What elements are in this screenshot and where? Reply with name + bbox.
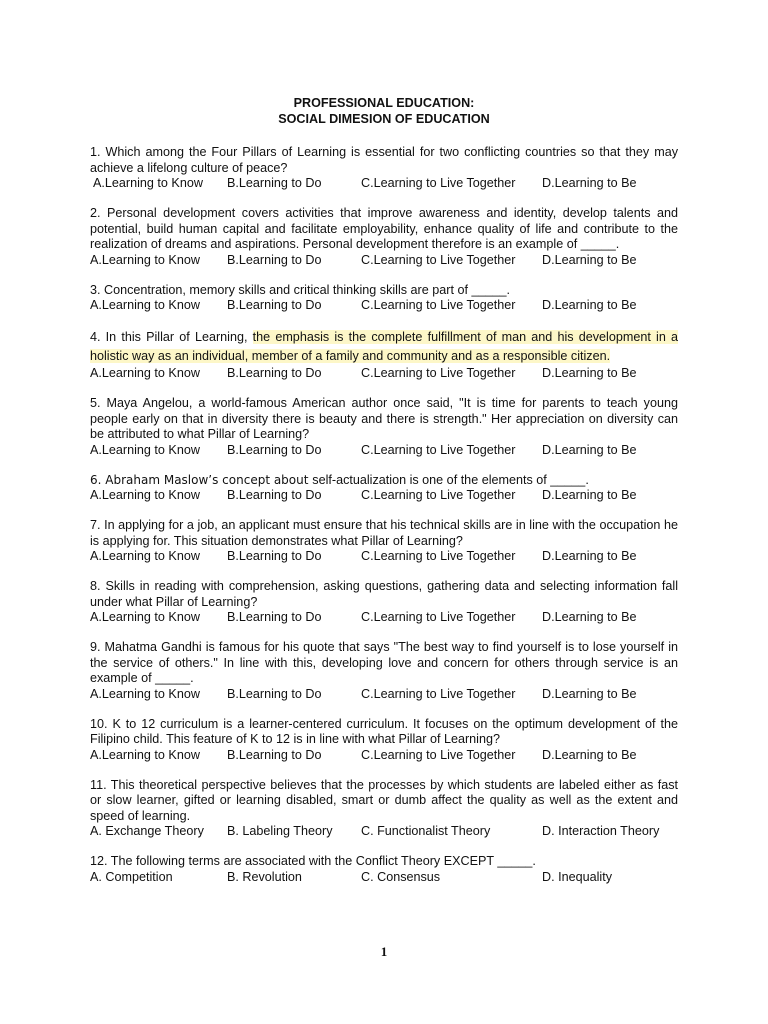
question-text: 9. Mahatma Gandhi is famous for his quote that says "The best way to find yourself is to lose yourself in the service of others." In line with this, developing love and concern for others through service is an example of _____. (90, 640, 678, 685)
answer-options (90, 488, 678, 504)
option-a: A.Learning to Know (90, 366, 200, 380)
question-text: 3. Concentration, memory skills and critical thinking skills are part of _____. (90, 282, 510, 297)
option-c: C.Learning to Live Together (361, 747, 516, 762)
option-c: C.Learning to Live Together (361, 488, 516, 502)
question-6 (90, 473, 678, 505)
title-line-2: SOCIAL DIMESION OF EDUCATION (278, 112, 490, 126)
option-d: D. Interaction Theory (542, 824, 660, 838)
option-c: C. Consensus (361, 869, 441, 884)
answer-options (90, 253, 678, 269)
question-4 (90, 328, 678, 382)
question-text: 1. Which among the Four Pillars of Learning is essential for two conflicting countries so that they may achieve a lifelong culture of peace? (90, 145, 678, 175)
document-title (90, 95, 678, 127)
option-a: A.Learning to Know (90, 610, 200, 624)
answer-options (90, 610, 678, 626)
option-d: D.Learning to Be (542, 176, 637, 190)
answer-options (90, 687, 678, 703)
answer-options (90, 443, 678, 459)
option-b: B.Learning to Do (227, 176, 322, 190)
answer-options (90, 366, 678, 382)
question-text (90, 328, 678, 366)
option-c: C.Learning to Live Together (361, 686, 516, 701)
option-a: A.Learning to Know (93, 176, 203, 190)
question-10 (90, 717, 678, 764)
option-c: C.Learning to Live Together (361, 549, 516, 563)
question-text: 7. In applying for a job, an applicant must ensure that his technical skills are in line with the occupation he is applying for. This situation demonstrates what Pillar of Learning? (90, 518, 678, 548)
option-c: C.Learning to Live Together (361, 366, 516, 380)
question-text: 8. Skills in reading with comprehension, asking questions, gathering data and selecting information fall under what Pillar of Learning? (90, 579, 678, 609)
question-2 (90, 206, 678, 269)
question-text (90, 473, 678, 489)
question-text: 10. K to 12 curriculum is a learner-centered curriculum. It focuses on the optimum development of the Filipino child. This feature of K to 12 is in line with what Pillar of Learning? (90, 716, 678, 746)
option-d: D.Learning to Be (542, 366, 637, 380)
option-c: C.Learning to Live Together (361, 610, 516, 624)
document-page (90, 95, 678, 886)
answer-options (90, 549, 678, 565)
question-12 (90, 854, 678, 886)
answer-options (90, 176, 678, 192)
option-a: A.Learning to Know (90, 442, 200, 457)
question-text: 2. Personal development covers activities that improve awareness and identity, develop talents and potential, build human capital and facilitate employability, enhance quality of life and contribute to the realization of dreams and aspirations. Personal development therefore is an example of _____. (90, 206, 678, 251)
question-text-prefix: 6. Abraham Maslow’s concept about (90, 472, 313, 487)
answer-options (90, 870, 678, 886)
option-c: C.Learning to Live Together (361, 252, 516, 267)
option-c: C. Functionalist Theory (361, 824, 491, 838)
highlighted-text: the emphasis is the complete fulfillment of man and his development in a holistic way as an individual, member of a family and community and as a responsible citizen. (90, 330, 679, 363)
question-text: 5. Maya Angelou, a world-famous American author once said, "It is time for parents to teach young people early on that in diversity there is beauty and there is strength." Her appreciation on diversity can be attributed to what Pillar of Learning? (90, 396, 678, 441)
option-b: B.Learning to Do (227, 686, 322, 701)
question-11 (90, 778, 678, 841)
option-b: B.Learning to Do (227, 366, 322, 380)
option-a: A.Learning to Know (90, 488, 200, 502)
option-b: B.Learning to Do (227, 252, 322, 267)
option-d: D.Learning to Be (542, 686, 637, 701)
option-a: A.Learning to Know (90, 298, 200, 312)
question-text: 11. This theoretical perspective believes that the processes by which students are labeled either as fast or slow learner, gifted or learning disabled, smart or dumb affect the quality as well as the extent and speed of learning. (90, 777, 678, 823)
question-7 (90, 518, 678, 565)
option-b: B.Learning to Do (227, 549, 322, 563)
option-d: D. Inequality (542, 869, 613, 884)
option-d: D.Learning to Be (542, 442, 637, 457)
option-d: D.Learning to Be (542, 549, 637, 563)
question-text: 12. The following terms are associated with the Conflict Theory EXCEPT _____. (90, 854, 536, 868)
option-d: D.Learning to Be (542, 298, 637, 312)
option-d: D.Learning to Be (542, 252, 637, 267)
option-a: A.Learning to Know (90, 252, 200, 267)
page-number: 1 (380, 944, 388, 959)
option-b: B.Learning to Do (227, 747, 322, 762)
option-d: D.Learning to Be (542, 747, 637, 762)
option-a: A. Exchange Theory (90, 824, 204, 838)
question-3 (90, 283, 678, 315)
option-b: B. Labeling Theory (227, 824, 333, 838)
option-d: D.Learning to Be (542, 488, 637, 502)
option-b: B.Learning to Do (227, 442, 322, 457)
option-c: C.Learning to Live Together (361, 298, 516, 312)
option-b: B.Learning to Do (227, 488, 322, 502)
answer-options (90, 298, 678, 314)
answer-options (90, 824, 678, 840)
option-b: B.Learning to Do (227, 610, 322, 624)
question-text-rest: self-actualization is one of the elements of _____. (312, 472, 589, 487)
question-8 (90, 579, 678, 626)
option-c: C.Learning to Live Together (361, 442, 516, 457)
option-a: A.Learning to Know (90, 549, 200, 563)
option-c: C.Learning to Live Together (361, 176, 516, 190)
question-text-prefix: 4. In this Pillar of Learning, (90, 330, 253, 344)
option-a: A.Learning to Know (90, 747, 200, 762)
answer-options (90, 748, 678, 764)
option-d: D.Learning to Be (542, 610, 637, 624)
option-b: B.Learning to Do (227, 298, 322, 312)
option-a: A. Competition (90, 869, 173, 884)
question-1 (90, 145, 678, 192)
title-line-1: PROFESSIONAL EDUCATION: (293, 96, 475, 110)
option-b: B. Revolution (227, 869, 302, 884)
question-9 (90, 640, 678, 703)
option-a: A.Learning to Know (90, 686, 200, 701)
question-5 (90, 396, 678, 459)
